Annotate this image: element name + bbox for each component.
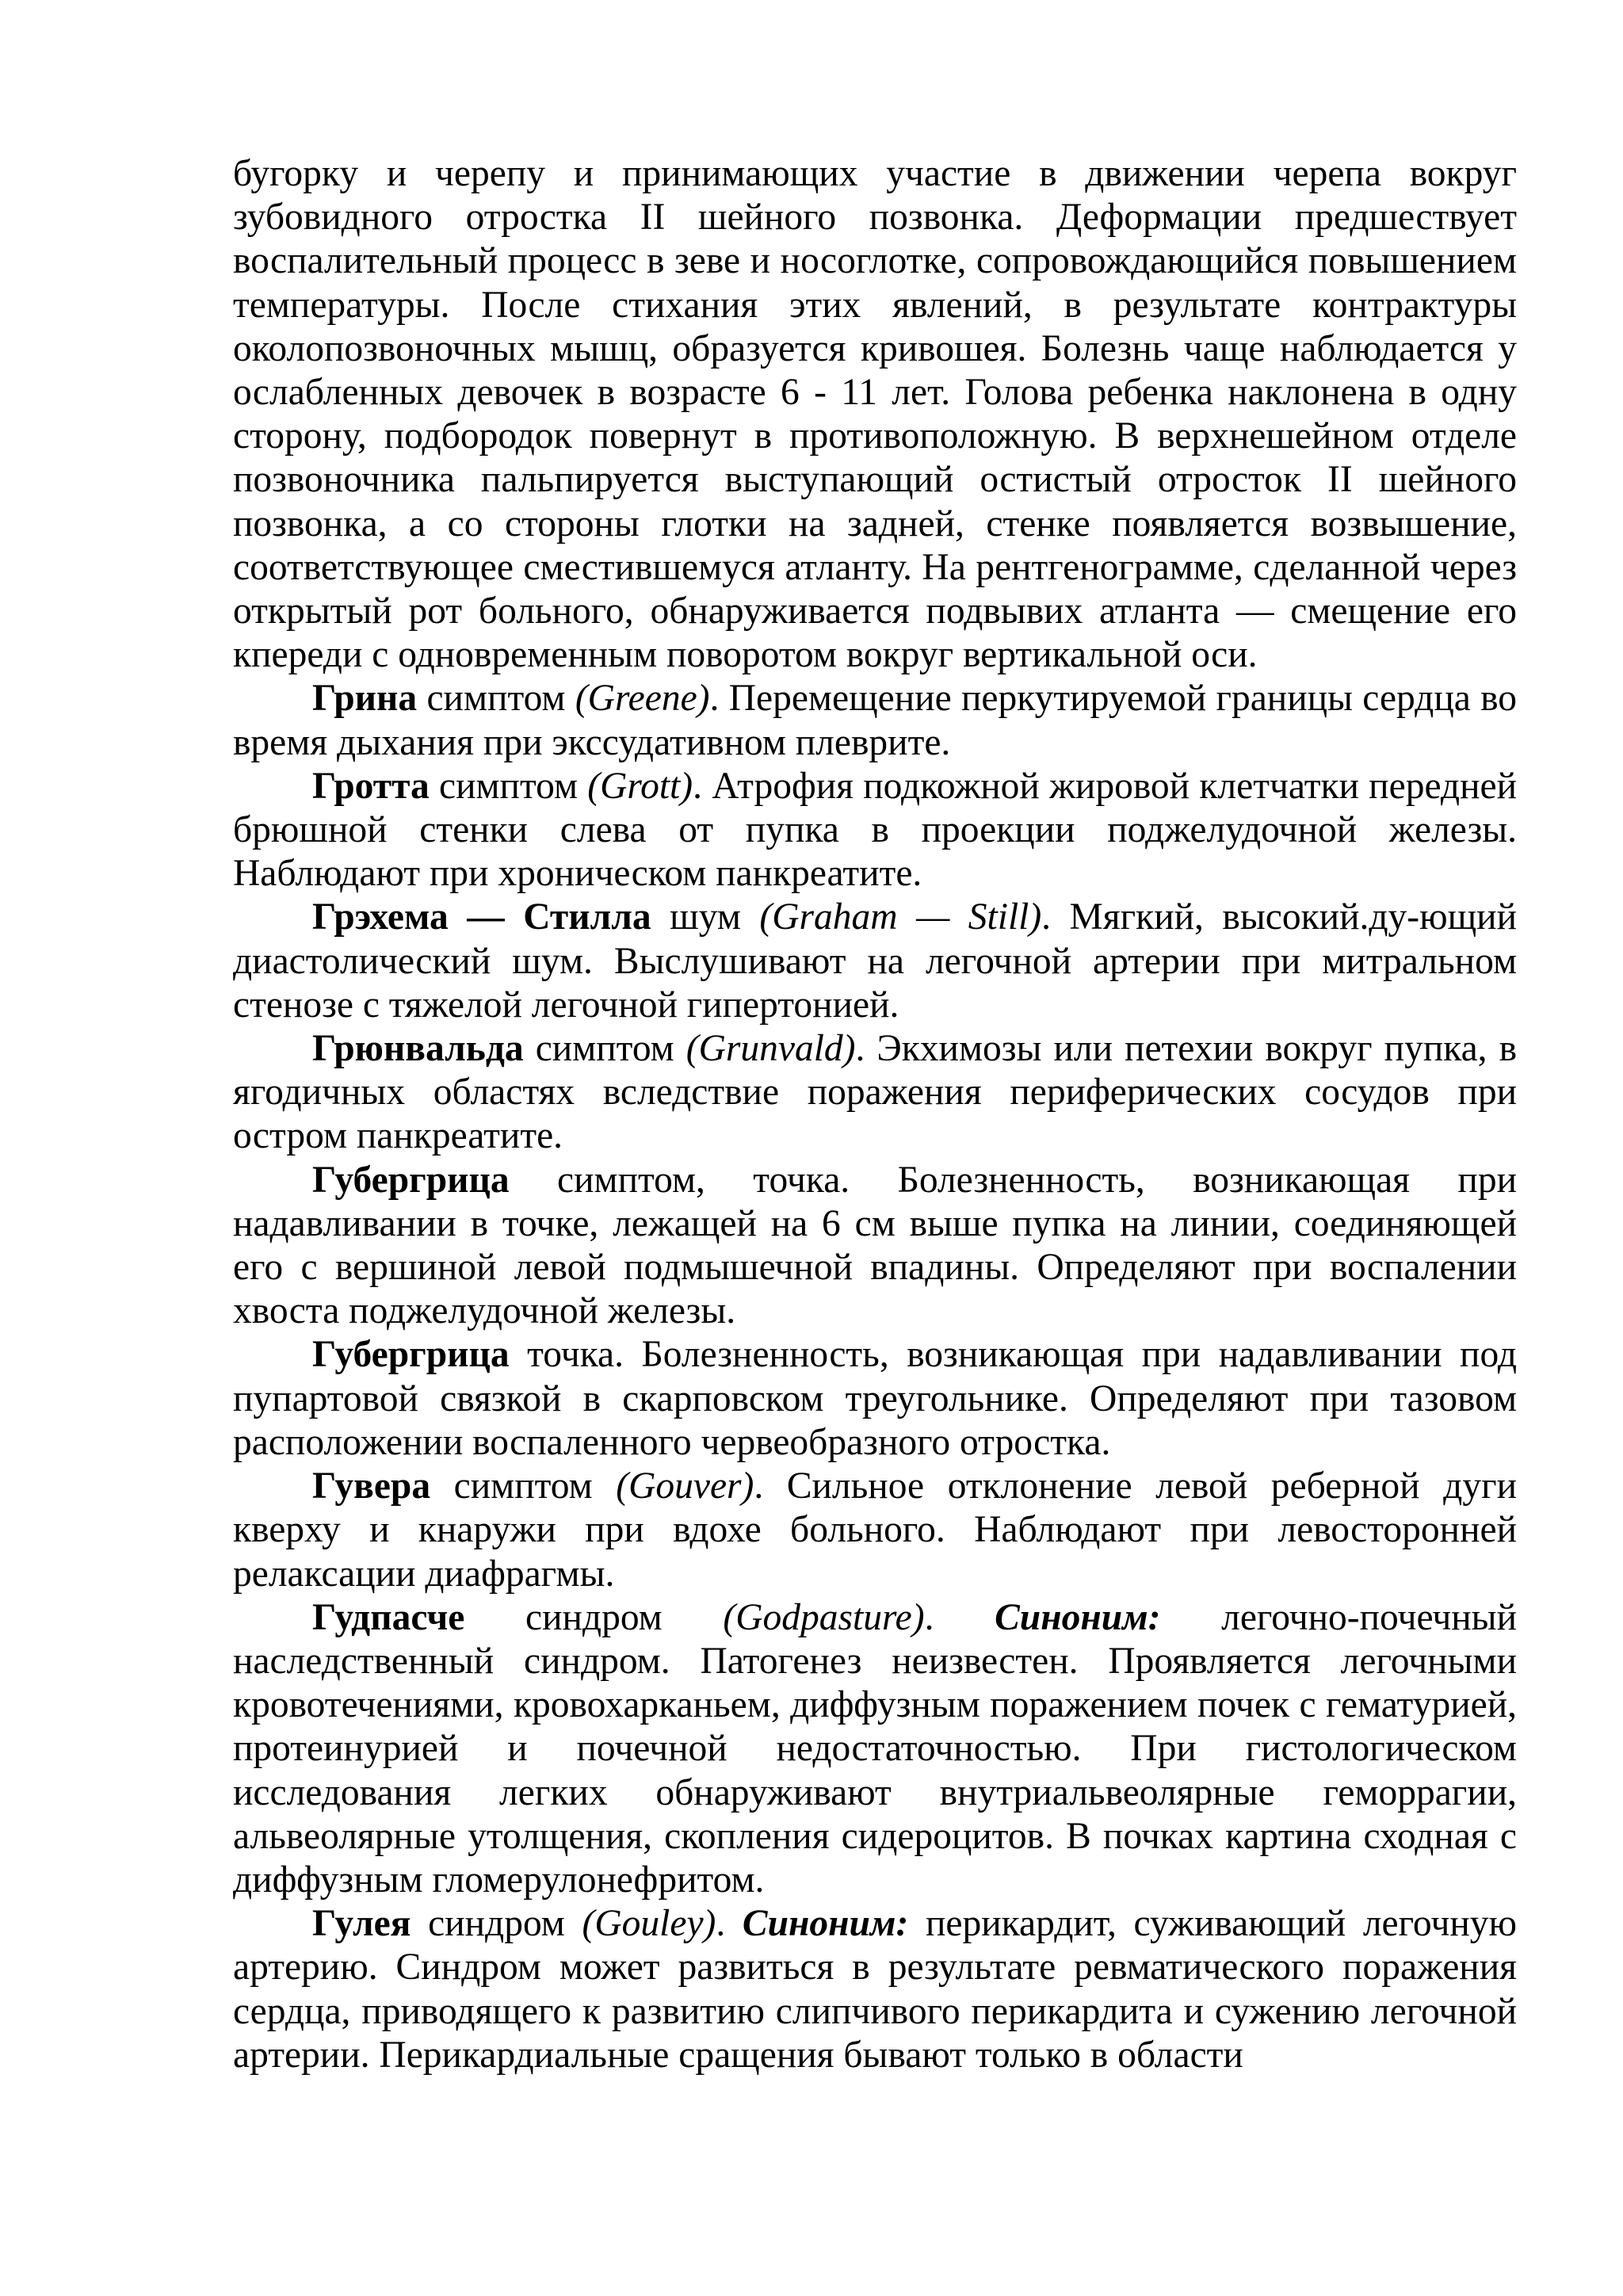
- entry-type: симптом: [430, 1465, 617, 1507]
- entry-text: Экхимозы или петехии вокруг пупка, в ягодичных областях вследствие поражения периферических сосудов при остром панкреатите.: [233, 1028, 1517, 1157]
- entry-type: симптом, точка.: [509, 1159, 898, 1201]
- entry-type: симптом: [523, 1028, 686, 1070]
- entry-text: Болезненность, возникающая при надавливании под пупартовой связкой в скарповском треугольнике. Определяют при тазовом расположении воспаленного червеобразного отростка.: [233, 1334, 1517, 1463]
- entry-term: Грюнвальда: [312, 1028, 524, 1070]
- entry-type: симптом: [429, 765, 588, 807]
- entry-punct: .: [754, 1465, 787, 1507]
- entry-text: Перемещение перкутируемой границы сердца во время дыхания при экссудативном плеврите.: [233, 678, 1518, 763]
- entry-type: симптом: [417, 678, 575, 720]
- entry-foreign-name: (Godpasture): [723, 1596, 925, 1638]
- entry-foreign-name: (Gouley): [582, 1903, 716, 1945]
- entry-term: Губергрица: [312, 1159, 510, 1201]
- entry-gouley: [233, 1902, 1517, 2077]
- entry-term: Грэхема — Стилла: [312, 896, 651, 938]
- entry-synonym-label: Синоним:: [995, 1596, 1161, 1638]
- entry-text: Болезненность, возникающая при надавливании в точке, лежащей на 6 см выше пупка на линии, соединяющей его с вершиной левой подмышечной впадины. Определяют при воспалении хвоста поджелудочной железы.: [233, 1159, 1518, 1332]
- entry-term: Грина: [312, 678, 418, 720]
- entry-foreign-name: (Greene): [575, 678, 710, 720]
- entry-term: Гувера: [312, 1465, 431, 1507]
- entry-punct: .: [855, 1028, 877, 1070]
- document-page: [233, 152, 1517, 2077]
- entry-term: Гудпасче: [312, 1596, 465, 1638]
- entry-text: легочно-почечный наследственный синдром. Патогенез неизвестен. Проявляется легочными кровотечениями, кровохарканьем, диффузным поражением почек с гематурией, протеинурией и почечной недостаточностью. При гистологическом исследования легких обнаруживают внутриальвеолярные геморрагии, альвеолярные утолщения, скопления сидероцитов. В почках картина сходная с диффузным гломерулонефритом.: [233, 1596, 1517, 1901]
- entry-goodpasture: [233, 1596, 1517, 1902]
- continuation-paragraph: бугорку и черепу и принимающих участие в движении черепа вокруг зубовидного отростка II шейного позвонка. Деформации предшествует воспалительный процесс в зеве и носоглотке, сопровождающийся повышением температуры. После стихания этих явлений, в результате контрактуры околопозвоночных мышц, образуется кривошея. Болезнь чаще наблюдается у ослабленных девочек в возрасте 6 - 11 лет. Голова ребенка наклонена в одну сторону, подбородок повернут в противоположную. В верхнешейном отделе позвоночника пальпируется выступающий остистый отросток II шейного позвонка, а со стороны глотки на задней, стенке появляется возвышение, соответствующее сместившемуся атланту. На рентгенограмме, сделанной через открытый рот больного, обнаруживается подвывих атланта — смещение его кпереди с одновременным поворотом вокруг вертикальной оси.: [233, 153, 1517, 676]
- entry-gubergritz-symptom: [233, 1159, 1517, 1334]
- entry-graham-still: [233, 896, 1517, 1027]
- entry-punct: .: [716, 1903, 743, 1945]
- entry-punct: .: [709, 678, 729, 720]
- entry-text: Атрофия подкожной жировой клетчатки передней брюшной стенки слева от пупка в проекции поджелудочной железы. Наблюдают при хроническом панкреатите.: [233, 765, 1517, 895]
- entry-grunvald: [233, 1027, 1517, 1159]
- entry-type: синдром: [411, 1903, 582, 1945]
- entry-foreign-name: (Grott): [587, 765, 693, 807]
- entry-punct: .: [1041, 896, 1070, 938]
- entry-gubergritz-point: [233, 1333, 1517, 1465]
- entry-foreign-name: (Grunvald): [685, 1028, 856, 1070]
- entry-type: точка.: [509, 1334, 642, 1376]
- entry-synonym-label: Синоним:: [742, 1903, 909, 1945]
- entry-term: Гулея: [312, 1903, 411, 1945]
- entry-punct: .: [924, 1596, 995, 1638]
- entry-type: шум: [651, 896, 760, 938]
- entry-grott: [233, 765, 1517, 896]
- entry-foreign-name: (Graham — Still): [759, 896, 1042, 938]
- entry-text: Сильное отклонение левой реберной дуги кверху и кнаружи при вдохе больного. Наблюдают при левосторонней релаксации диафрагмы.: [233, 1465, 1517, 1595]
- entry-greene: [233, 677, 1517, 764]
- entry-term: Гротта: [312, 765, 430, 807]
- entry-text: Мягкий, высокий.ду-ющий диастолический шум. Выслушивают на легочной артерии при митральном стенозе с тяжелой легочной гипертонией.: [233, 896, 1518, 1026]
- entry-gouver: [233, 1465, 1517, 1596]
- entry-text: перикардит, суживающий легочную артерию. Синдром может развиться в результате ревматического поражения сердца, приводящего к развитию слипчивого перикардита и сужению легочной артерии. Перикардиальные сращения бывают только в области: [233, 1903, 1517, 2076]
- entry-foreign-name: (Gouver): [616, 1465, 754, 1507]
- entry-term: Губергрица: [312, 1334, 510, 1376]
- entry-type: синдром: [464, 1596, 724, 1638]
- entry-punct: .: [693, 765, 712, 807]
